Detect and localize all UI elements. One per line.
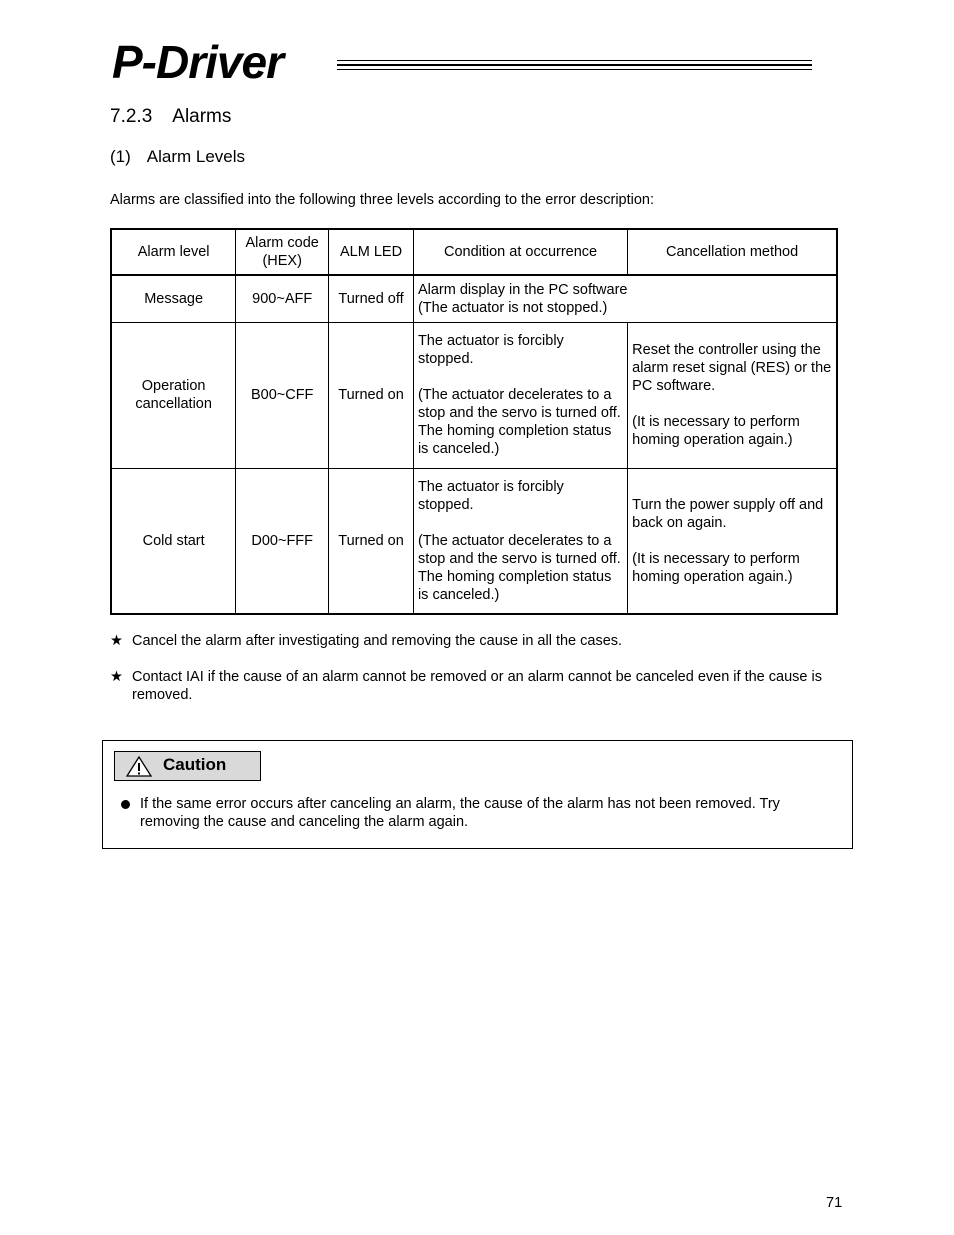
- bullet-dot-icon: [121, 800, 130, 809]
- note-item: [110, 632, 830, 650]
- star-bullet-icon: ★: [110, 633, 123, 649]
- section-heading: [110, 106, 251, 128]
- table-row: [111, 275, 837, 322]
- intro-paragraph: Alarms are classified into the following three levels according to the error description:: [110, 192, 655, 208]
- header-alm-led: ALM LED: [329, 229, 414, 275]
- logo-text: P-Driver: [112, 36, 283, 88]
- cell-condition: The actuator is forcibly stopped. (The actuator decelerates to a stop and the servo is turned off. The homing completion status is canceled.): [413, 468, 627, 614]
- cell-cancellation: Reset the controller using the alarm reset signal (RES) or the PC software. (It is necessary to perform homing operation again.): [628, 322, 837, 468]
- note-text: Contact IAI if the cause of an alarm cannot be removed or an alarm cannot be canceled even if the cause is removed.: [132, 669, 822, 703]
- header-cancellation: Cancellation method: [628, 229, 837, 275]
- cell-condition: The actuator is forcibly stopped. (The actuator decelerates to a stop and the servo is turned off. The homing completion status is canceled.): [413, 322, 627, 468]
- warning-triangle-icon: [126, 756, 152, 777]
- table-header-row: [111, 229, 837, 275]
- page-number: 71: [826, 1195, 843, 1211]
- cell-code: D00~FFF: [236, 468, 329, 614]
- cell-level: Cold start: [111, 468, 236, 614]
- header-condition: Condition at occurrence: [413, 229, 627, 275]
- header-alarm-level: Alarm level: [111, 229, 236, 275]
- table-row: [111, 468, 837, 614]
- subsection-title: Alarm Levels: [146, 147, 246, 166]
- note-text: Cancel the alarm after investigating and removing the cause in all the cases.: [132, 633, 623, 649]
- caution-item: [121, 795, 841, 831]
- cell-led: Turned on: [329, 468, 414, 614]
- subsection-number: (1): [110, 147, 131, 166]
- cell-cancellation: Turn the power supply off and back on again. (It is necessary to perform homing operation again.): [628, 468, 837, 614]
- caution-text: If the same error occurs after canceling an alarm, the cause of the alarm has not been removed. Try removing the cause and canceling the alarm again.: [140, 796, 780, 830]
- logo-rule-lines: [337, 60, 812, 73]
- alarm-levels-table: [110, 228, 838, 615]
- section-title: Alarms: [172, 106, 232, 127]
- table-row: [111, 322, 837, 468]
- note-item: [110, 668, 830, 704]
- caution-label: [114, 751, 261, 781]
- star-bullet-icon: ★: [110, 669, 123, 685]
- caution-box: [102, 740, 853, 849]
- section-number: 7.2.3: [110, 106, 153, 127]
- p-driver-logo: [112, 38, 812, 86]
- cell-code: 900~AFF: [236, 275, 329, 322]
- caution-label-text: Caution: [163, 755, 227, 774]
- subsection-heading: [110, 147, 261, 167]
- header-alarm-code: Alarm code (HEX): [236, 229, 329, 275]
- cell-led: Turned on: [329, 322, 414, 468]
- cell-level: Operation cancellation: [111, 322, 236, 468]
- cell-led: Turned off: [329, 275, 414, 322]
- cell-level: Message: [111, 275, 236, 322]
- cell-condition: Alarm display in the PC software (The actuator is not stopped.): [413, 275, 837, 322]
- cell-code: B00~CFF: [236, 322, 329, 468]
